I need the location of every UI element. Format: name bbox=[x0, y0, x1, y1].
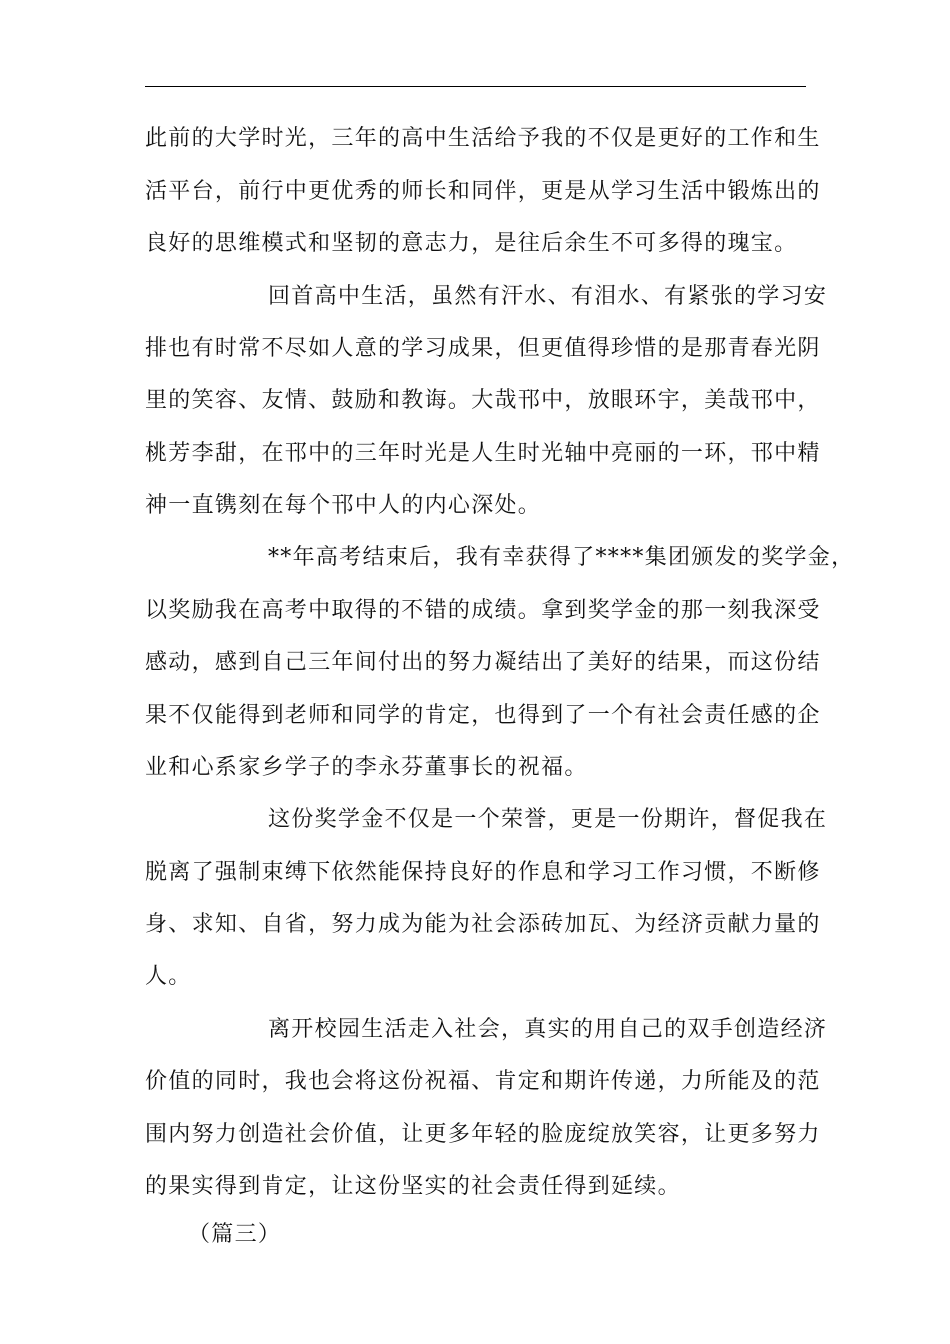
text-line: 的果实得到肯定，让这份坚实的社会责任得到延续。 bbox=[145, 1174, 681, 1199]
text-line: 身、求知、自省，努力成为能为社会添砖加瓦、为经济贡献力量的 bbox=[145, 912, 821, 937]
text-line: 此前的大学时光，三年的高中生活给予我的不仅是更好的工作和生 bbox=[145, 126, 821, 151]
text-line: 脱离了强制束缚下依然能保持良好的作息和学习工作习惯，不断修 bbox=[145, 860, 821, 885]
paragraph-first-line: 回首高中生活，虽然有汗水、有泪水、有紧张的学习安 bbox=[268, 284, 828, 309]
paragraph-first-line: **年高考结束后，我有幸获得了****集团颁发的奖学金， bbox=[268, 545, 855, 570]
text-line: 活平台，前行中更优秀的师长和同伴，更是从学习生活中锻炼出的 bbox=[145, 179, 821, 204]
text-line: 良好的思维模式和坚韧的意志力，是往后余生不可多得的瑰宝。 bbox=[145, 231, 798, 256]
text-line: 神一直镌刻在每个邗中人的内心深处。 bbox=[145, 493, 542, 518]
paragraph-first-line: 离开校园生活走入社会，真实的用自己的双手创造经济 bbox=[268, 1017, 828, 1042]
text-line: 围内努力创造社会价值，让更多年轻的脸庞绽放笑容，让更多努力 bbox=[145, 1122, 821, 1147]
text-line: 业和心系家乡学子的李永芬董事长的祝福。 bbox=[145, 755, 588, 780]
text-line: 价值的同时，我也会将这份祝福、肯定和期许传递，力所能及的范 bbox=[145, 1069, 821, 1094]
text-line: 以奖励我在高考中取得的不错的成绩。拿到奖学金的那一刻我深受 bbox=[145, 598, 821, 623]
text-line: 感动，感到自己三年间付出的努力凝结出了美好的结果，而这份结 bbox=[145, 650, 821, 675]
paragraph-first-line: 这份奖学金不仅是一个荣誉，更是一份期许，督促我在 bbox=[268, 807, 828, 832]
text-line: 果不仅能得到老师和同学的肯定，也得到了一个有社会责任感的企 bbox=[145, 703, 821, 728]
section-heading: （篇三） bbox=[188, 1222, 282, 1247]
text-line: 里的笑容、友情、鼓励和教诲。大哉邗中，放眼环宇，美哉邗中， bbox=[145, 388, 821, 413]
text-line: 排也有时常不尽如人意的学习成果，但更值得珍惜的是那青春光阴 bbox=[145, 336, 821, 361]
header-rule bbox=[145, 86, 806, 87]
text-line: 桃芳李甜，在邗中的三年时光是人生时光轴中亮丽的一环，邗中精 bbox=[145, 441, 821, 466]
text-line: 人。 bbox=[145, 964, 192, 989]
